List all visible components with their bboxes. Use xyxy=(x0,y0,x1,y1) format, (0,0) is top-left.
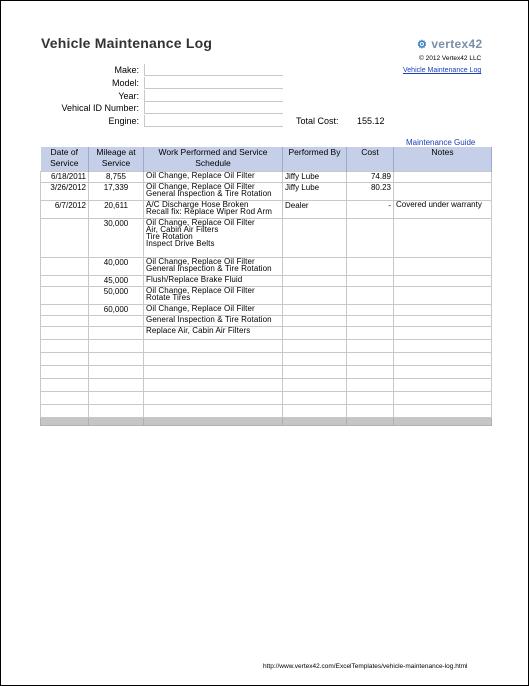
model-field[interactable] xyxy=(144,77,283,89)
cell-work[interactable] xyxy=(144,316,283,327)
table-row xyxy=(41,327,492,340)
cell-date[interactable]: 3/26/2012 xyxy=(41,183,89,201)
work-line: A/C Discharge Hose Broken xyxy=(146,200,249,209)
table-footer-bar xyxy=(41,418,492,426)
cell-cost[interactable]: - xyxy=(347,201,394,219)
cell-notes[interactable] xyxy=(394,183,492,201)
table-row xyxy=(41,392,492,405)
cell-work[interactable] xyxy=(144,172,283,183)
footer-cell xyxy=(144,418,283,426)
work-line: Flush/Replace Brake Fluid xyxy=(146,275,243,284)
cell-mileage[interactable] xyxy=(89,327,144,340)
cell-mileage[interactable] xyxy=(89,353,144,366)
cell-performed-by[interactable]: Dealer xyxy=(283,201,347,219)
maintenance-guide-link[interactable]: Maintenance Guide xyxy=(406,138,476,147)
cell-date[interactable] xyxy=(41,287,89,305)
cell-performed-by[interactable] xyxy=(283,327,347,340)
cell-mileage[interactable]: 30,000 xyxy=(89,219,144,258)
table-body xyxy=(41,172,492,426)
cell-notes[interactable] xyxy=(394,258,492,276)
cell-performed-by[interactable] xyxy=(283,305,347,316)
footer-cell xyxy=(394,418,492,426)
table-row xyxy=(41,172,492,183)
cell-performed-by[interactable]: Jiffy Lube xyxy=(283,183,347,201)
cell-cost[interactable] xyxy=(347,258,394,276)
cell-cost[interactable]: 80.23 xyxy=(347,183,394,201)
cell-notes[interactable]: Covered under warranty xyxy=(394,201,492,219)
work-line: Oil Change, Replace Oil Filter xyxy=(146,182,255,191)
footer-cell xyxy=(347,418,394,426)
col-work-header: Work Performed and Service Schedule xyxy=(144,147,283,172)
cell-notes[interactable] xyxy=(394,219,492,258)
copyright-text: © 2012 Vertex42 LLC xyxy=(419,55,482,62)
col-date-header: Date of Service xyxy=(41,147,89,172)
total-cost-label: Total Cost: xyxy=(296,116,339,126)
cell-work[interactable] xyxy=(144,392,283,405)
cell-mileage[interactable] xyxy=(89,340,144,353)
cell-work[interactable] xyxy=(144,305,283,316)
make-label: Make: xyxy=(114,65,139,75)
cell-mileage[interactable] xyxy=(89,379,144,392)
cell-cost[interactable] xyxy=(347,353,394,366)
cell-cost[interactable] xyxy=(347,305,394,316)
col-mileage-header: Mileage at Service xyxy=(89,147,144,172)
cell-performed-by[interactable] xyxy=(283,392,347,405)
cell-date[interactable] xyxy=(41,258,89,276)
model-label: Model: xyxy=(111,78,139,88)
brand-logo xyxy=(417,35,482,51)
cell-date[interactable] xyxy=(41,327,89,340)
cell-date[interactable] xyxy=(41,340,89,353)
cell-performed-by[interactable] xyxy=(283,287,347,305)
total-cost-value: 155.12 xyxy=(357,116,385,126)
table-row xyxy=(41,340,492,353)
cell-date[interactable] xyxy=(41,305,89,316)
cell-cost[interactable] xyxy=(347,287,394,305)
cell-mileage[interactable]: 17,339 xyxy=(89,183,144,201)
cell-notes[interactable] xyxy=(394,287,492,305)
cell-date[interactable] xyxy=(41,353,89,366)
table-row xyxy=(41,366,492,379)
table-row xyxy=(41,353,492,366)
logo-wordmark: vertex42 xyxy=(431,37,483,51)
cell-notes[interactable] xyxy=(394,172,492,183)
cell-notes[interactable] xyxy=(394,405,492,418)
cell-performed-by[interactable] xyxy=(283,379,347,392)
cell-work[interactable] xyxy=(144,405,283,418)
cell-cost[interactable] xyxy=(347,219,394,258)
cell-date[interactable]: 6/18/2011 xyxy=(41,172,89,183)
engine-field[interactable] xyxy=(144,115,283,127)
cell-mileage[interactable]: 60,000 xyxy=(89,305,144,316)
work-line: Air, Cabin Air Filters xyxy=(146,225,219,234)
cell-mileage[interactable] xyxy=(89,366,144,379)
cell-mileage[interactable]: 50,000 xyxy=(89,287,144,305)
cell-notes[interactable] xyxy=(394,392,492,405)
cell-notes[interactable] xyxy=(394,379,492,392)
page-title: Vehicle Maintenance Log xyxy=(41,35,213,51)
cell-notes[interactable] xyxy=(394,353,492,366)
work-line: General Inspection & Tire Rotation xyxy=(146,264,272,273)
cell-cost[interactable] xyxy=(347,405,394,418)
cell-mileage[interactable] xyxy=(89,316,144,327)
cell-mileage[interactable]: 40,000 xyxy=(89,258,144,276)
cell-work[interactable] xyxy=(144,379,283,392)
table-row xyxy=(41,258,492,276)
cell-performed-by[interactable] xyxy=(283,353,347,366)
work-line: Oil Change, Replace Oil Filter xyxy=(146,304,255,313)
work-line: Recall fix: Replace Wiper Rod Arm xyxy=(146,207,273,216)
footer-cell xyxy=(41,418,89,426)
table-row xyxy=(41,276,492,287)
year-label: Year: xyxy=(118,91,139,101)
cell-date[interactable] xyxy=(41,219,89,258)
template-link[interactable]: Vehicle Maintenance Log xyxy=(403,67,482,74)
footer-url[interactable]: http://www.vertex42.com/ExcelTemplates/vehicle-maintenance-log.html xyxy=(263,663,468,670)
vin-field[interactable] xyxy=(144,102,283,114)
cell-cost[interactable] xyxy=(347,340,394,353)
work-line: Inspect Drive Belts xyxy=(146,239,215,248)
cell-date[interactable] xyxy=(41,276,89,287)
cell-performed-by[interactable] xyxy=(283,316,347,327)
cell-notes[interactable] xyxy=(394,276,492,287)
logo-icon: ⚙ xyxy=(417,39,427,51)
cell-performed-by[interactable]: Jiffy Lube xyxy=(283,172,347,183)
cell-date[interactable] xyxy=(41,366,89,379)
cell-cost[interactable] xyxy=(347,327,394,340)
cell-work[interactable] xyxy=(144,327,283,340)
cell-date[interactable] xyxy=(41,405,89,418)
table-row xyxy=(41,305,492,316)
work-line: Oil Change, Replace Oil Filter xyxy=(146,286,255,295)
cell-date[interactable]: 6/7/2012 xyxy=(41,201,89,219)
cell-work[interactable] xyxy=(144,287,283,305)
cell-cost[interactable]: 74.89 xyxy=(347,172,394,183)
table-row xyxy=(41,379,492,392)
year-field[interactable] xyxy=(144,90,283,102)
cell-work[interactable] xyxy=(144,276,283,287)
table-header-row xyxy=(41,147,492,172)
cell-performed-by[interactable] xyxy=(283,366,347,379)
cell-mileage[interactable] xyxy=(89,405,144,418)
engine-label: Engine: xyxy=(108,116,139,126)
cell-notes[interactable] xyxy=(394,327,492,340)
work-line: Tire Rotation xyxy=(146,232,193,241)
cell-notes[interactable] xyxy=(394,305,492,316)
vin-label: Vehical ID Number: xyxy=(61,103,139,113)
cell-mileage[interactable]: 45,000 xyxy=(89,276,144,287)
cell-mileage[interactable] xyxy=(89,392,144,405)
cell-date[interactable] xyxy=(41,316,89,327)
cell-performed-by[interactable] xyxy=(283,340,347,353)
cell-cost[interactable] xyxy=(347,379,394,392)
col-performed-by-header: Performed By xyxy=(283,147,347,172)
footer-cell xyxy=(89,418,144,426)
work-line: Replace Air, Cabin Air Filters xyxy=(146,326,251,335)
make-field[interactable] xyxy=(144,64,283,76)
col-notes-header: Notes xyxy=(394,147,492,172)
cell-date[interactable] xyxy=(41,392,89,405)
cell-performed-by[interactable] xyxy=(283,219,347,258)
work-line: General Inspection & Tire Rotation xyxy=(146,189,272,198)
work-line: Rotate Tires xyxy=(146,293,191,302)
cell-work[interactable] xyxy=(144,219,283,258)
cell-notes[interactable] xyxy=(394,366,492,379)
cell-work[interactable] xyxy=(144,183,283,201)
footer-cell xyxy=(283,418,347,426)
cell-cost[interactable] xyxy=(347,392,394,405)
work-line: Oil Change, Replace Oil Filter xyxy=(146,218,255,227)
cell-cost[interactable] xyxy=(347,366,394,379)
cell-performed-by[interactable] xyxy=(283,276,347,287)
cell-work[interactable] xyxy=(144,258,283,276)
table-row xyxy=(41,316,492,327)
table-row xyxy=(41,405,492,418)
cell-mileage[interactable]: 20,611 xyxy=(89,201,144,219)
table-row xyxy=(41,183,492,201)
cell-cost[interactable] xyxy=(347,316,394,327)
maintenance-table xyxy=(40,147,492,426)
cell-work[interactable] xyxy=(144,201,283,219)
table-row xyxy=(41,201,492,219)
cell-mileage[interactable]: 8,755 xyxy=(89,172,144,183)
cell-work[interactable] xyxy=(144,353,283,366)
cell-performed-by[interactable] xyxy=(283,258,347,276)
cell-notes[interactable] xyxy=(394,340,492,353)
cell-performed-by[interactable] xyxy=(283,405,347,418)
work-line: Oil Change, Replace Oil Filter xyxy=(146,257,255,266)
col-cost-header: Cost xyxy=(347,147,394,172)
cell-notes[interactable] xyxy=(394,316,492,327)
cell-work[interactable] xyxy=(144,340,283,353)
cell-cost[interactable] xyxy=(347,276,394,287)
work-line: General Inspection & Tire Rotation xyxy=(146,315,272,324)
table-row xyxy=(41,219,492,258)
cell-date[interactable] xyxy=(41,379,89,392)
table-row xyxy=(41,287,492,305)
cell-work[interactable] xyxy=(144,366,283,379)
work-line: Oil Change, Replace Oil Filter xyxy=(146,171,255,180)
